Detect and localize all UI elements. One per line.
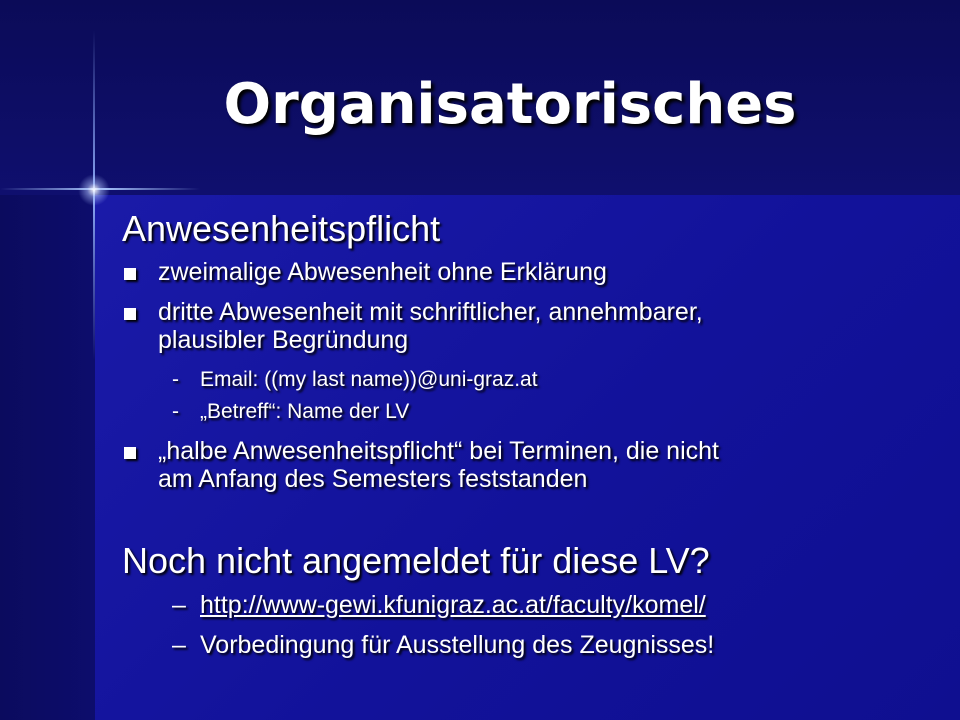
bullet-item-absence-twice: zweimalige Abwesenheit ohne Erklärung [158,258,607,286]
slide-title: Organisatorisches [223,72,797,137]
sub-item-email: Email: ((my last name))@uni-graz.at [200,368,538,391]
item-dash-marker: – [172,591,186,619]
certificate-precondition-note: Vorbedingung für Ausstellung des Zeugnisses! [200,631,715,659]
sub-item-dash-marker: - [172,368,179,391]
bullet-item-third-absence-line2: plausibler Begründung [158,326,409,354]
left-background-band [0,195,95,720]
bullet-item-third-absence-line1: dritte Abwesenheit mit schriftlicher, annehmbarer, [158,298,703,326]
sub-item-dash-marker: - [172,400,179,423]
square-bullet-icon [124,308,136,320]
bullet-item-half-attendance-line2: am Anfang des Semesters feststanden [158,465,588,493]
section-heading-attendance: Anwesenheitspflicht [122,208,441,249]
square-bullet-icon [124,268,136,280]
section-heading-registration: Noch nicht angemeldet für diese LV? [122,540,710,581]
square-bullet-icon [124,447,136,459]
registration-link[interactable]: http://www-gewi.kfunigraz.ac.at/faculty/komel/ [200,591,706,619]
sub-item-subject: „Betreff“: Name der LV [200,400,410,423]
item-dash-marker: – [172,631,186,659]
bullet-item-half-attendance-line1: „halbe Anwesenheitspflicht“ bei Terminen, die nicht [158,437,719,465]
star-sparkle-icon [78,174,110,206]
